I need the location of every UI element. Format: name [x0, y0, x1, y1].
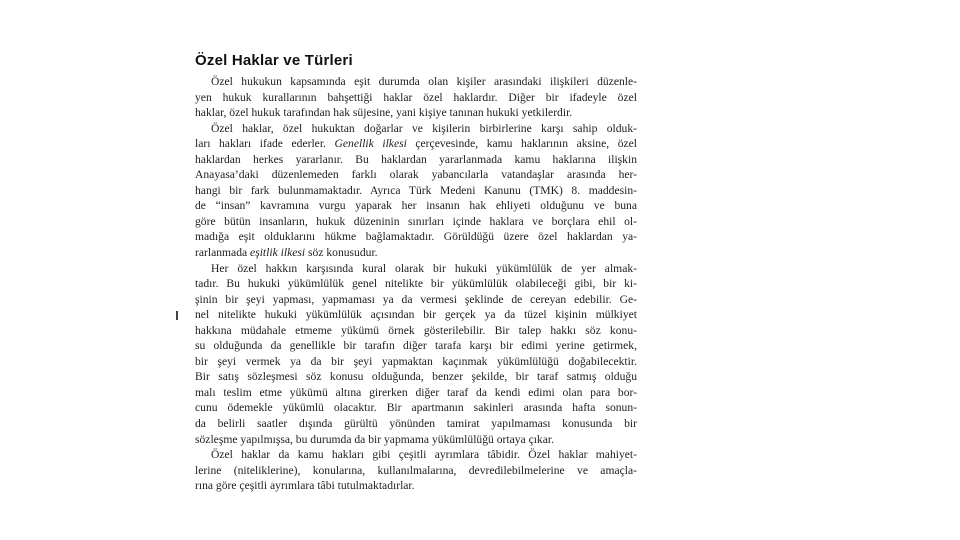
- text-run: söz konusudur.: [305, 246, 378, 260]
- text-line: Özel haklar da kamu hakları gibi çeşitli ayrımlara tâbidir. Özel haklar mahiyet-: [211, 448, 637, 462]
- text-line: sözleşme yapılmışsa, bu durumda da bir yapmama yükümlülüğü ortaya çıkar.: [195, 432, 554, 446]
- text-line: haklar, özel hukuk tarafından hak süjesine, yani kişiye tanınan hukuki yetkilerdir.: [195, 106, 573, 120]
- text-line: hangi bir fark bulunmamaktadır. Ayrıca Türk Medeni Kanunu (TMK) 8. maddesin-: [195, 183, 637, 197]
- text-line: Anayasa’daki düzenlemeden farklı olarak yabancılarla vatandaşlar arasında her-: [195, 168, 637, 182]
- text-line: [195, 136, 637, 152]
- text-line: de “insan” kavramına vurgu yaparak her insanın hak ehliyeti olduğunu ve buna: [195, 199, 637, 213]
- text-line: da belirli saatler dışında gürültü yönünden tamirat yapılmaması konusunda bir: [195, 417, 637, 431]
- text-line: Özel hukukun kapsamında eşit durumda olan kişiler arasındaki ilişkileri düzenle-: [211, 75, 637, 88]
- text-line: Bir satış sözleşmesi söz konusu olduğunda, benzer şekilde, bir taraf satmış olduğu: [195, 370, 637, 384]
- paragraph-4: [195, 447, 637, 494]
- text-line: cunu ödemekle yükümlü olacaktır. Bir apartmanın sakinleri arasında hafta sonun-: [195, 401, 637, 415]
- text-line: Özel haklar, özel hukuktan doğarlar ve kişilerin birbirlerine karşı sahip olduk-: [211, 121, 637, 135]
- margin-mark: [176, 311, 178, 320]
- text-line: yen hukuk kurallarının bahşettiği haklar özel haklardır. Diğer bir ifadeyle özel: [195, 90, 637, 104]
- page-title: Özel Haklar ve Türleri: [195, 52, 353, 69]
- text-line: Her özel hakkın karşısında kural olarak bir hukuki yükümlülük de yer almak-: [211, 261, 637, 275]
- text-line: madığa eşit olduklarını hükme bağlamaktadır. Görüldüğü üzere özel haklardan ya-: [195, 230, 637, 244]
- document-page: [195, 52, 637, 494]
- text-line: [195, 245, 637, 261]
- text-line: şinin bir şeyi yapması, yapmaması ya da vermesi şeklinde de cereyan edebilir. Ge-: [195, 292, 637, 306]
- italic-term: Genellik ilkesi: [334, 137, 407, 151]
- italic-term: eşitlik ilkesi: [250, 246, 306, 260]
- text-line: malı teslim etme yükümü altına girerken diğer taraf da kendi edimi olan para bor-: [195, 385, 637, 399]
- text-line: tadır. Bu hukuki yükümlülük genel nitelikte bir yükümlülük olabileceği gibi, bir ki-: [195, 277, 637, 291]
- text-line: göre bütün insanların, hukuk düzeninin sınırları içinde haklara ve borçlara ehil ol-: [195, 214, 637, 228]
- text-run: rarlanmada: [195, 246, 251, 260]
- text-line: nel nitelikte hukuki yükümlülük açısından bir gerçek ya da tüzel kişinin mülkiyet: [195, 308, 637, 322]
- text-line: bir şeyi vermek ya da bir şeyi yapmaktan kaçınmak yükümlülüğü doğabilecektir.: [195, 354, 637, 368]
- text-line: hakkına müdahale etmeme yükümü örnek gösterilebilir. Bir talep hakkı söz konu-: [195, 323, 637, 337]
- text-run: ları hakları ifade ederler.: [195, 137, 335, 151]
- text-run: çerçevesinde, kamu haklarının aksine, özel: [406, 137, 638, 151]
- paragraph-3: [195, 261, 637, 448]
- paragraph-1: [195, 74, 637, 121]
- text-line: su olduğunda da genellikle bir tarafın diğer tarafa karşı bir edimi yerine getirmek,: [195, 339, 637, 353]
- text-line: lerine (niteliklerine), konularına, kullanılmalarına, devredilebilmelerine ve amaçla-: [195, 463, 637, 477]
- text-line: haklardan herkes yararlanır. Bu haklardan yararlanmada kamu haklarına ilişkin: [195, 152, 637, 166]
- text-line: rına göre çeşitli ayrımlara tâbi tutulmaktadırlar.: [195, 479, 415, 493]
- paragraph-2: [195, 121, 637, 261]
